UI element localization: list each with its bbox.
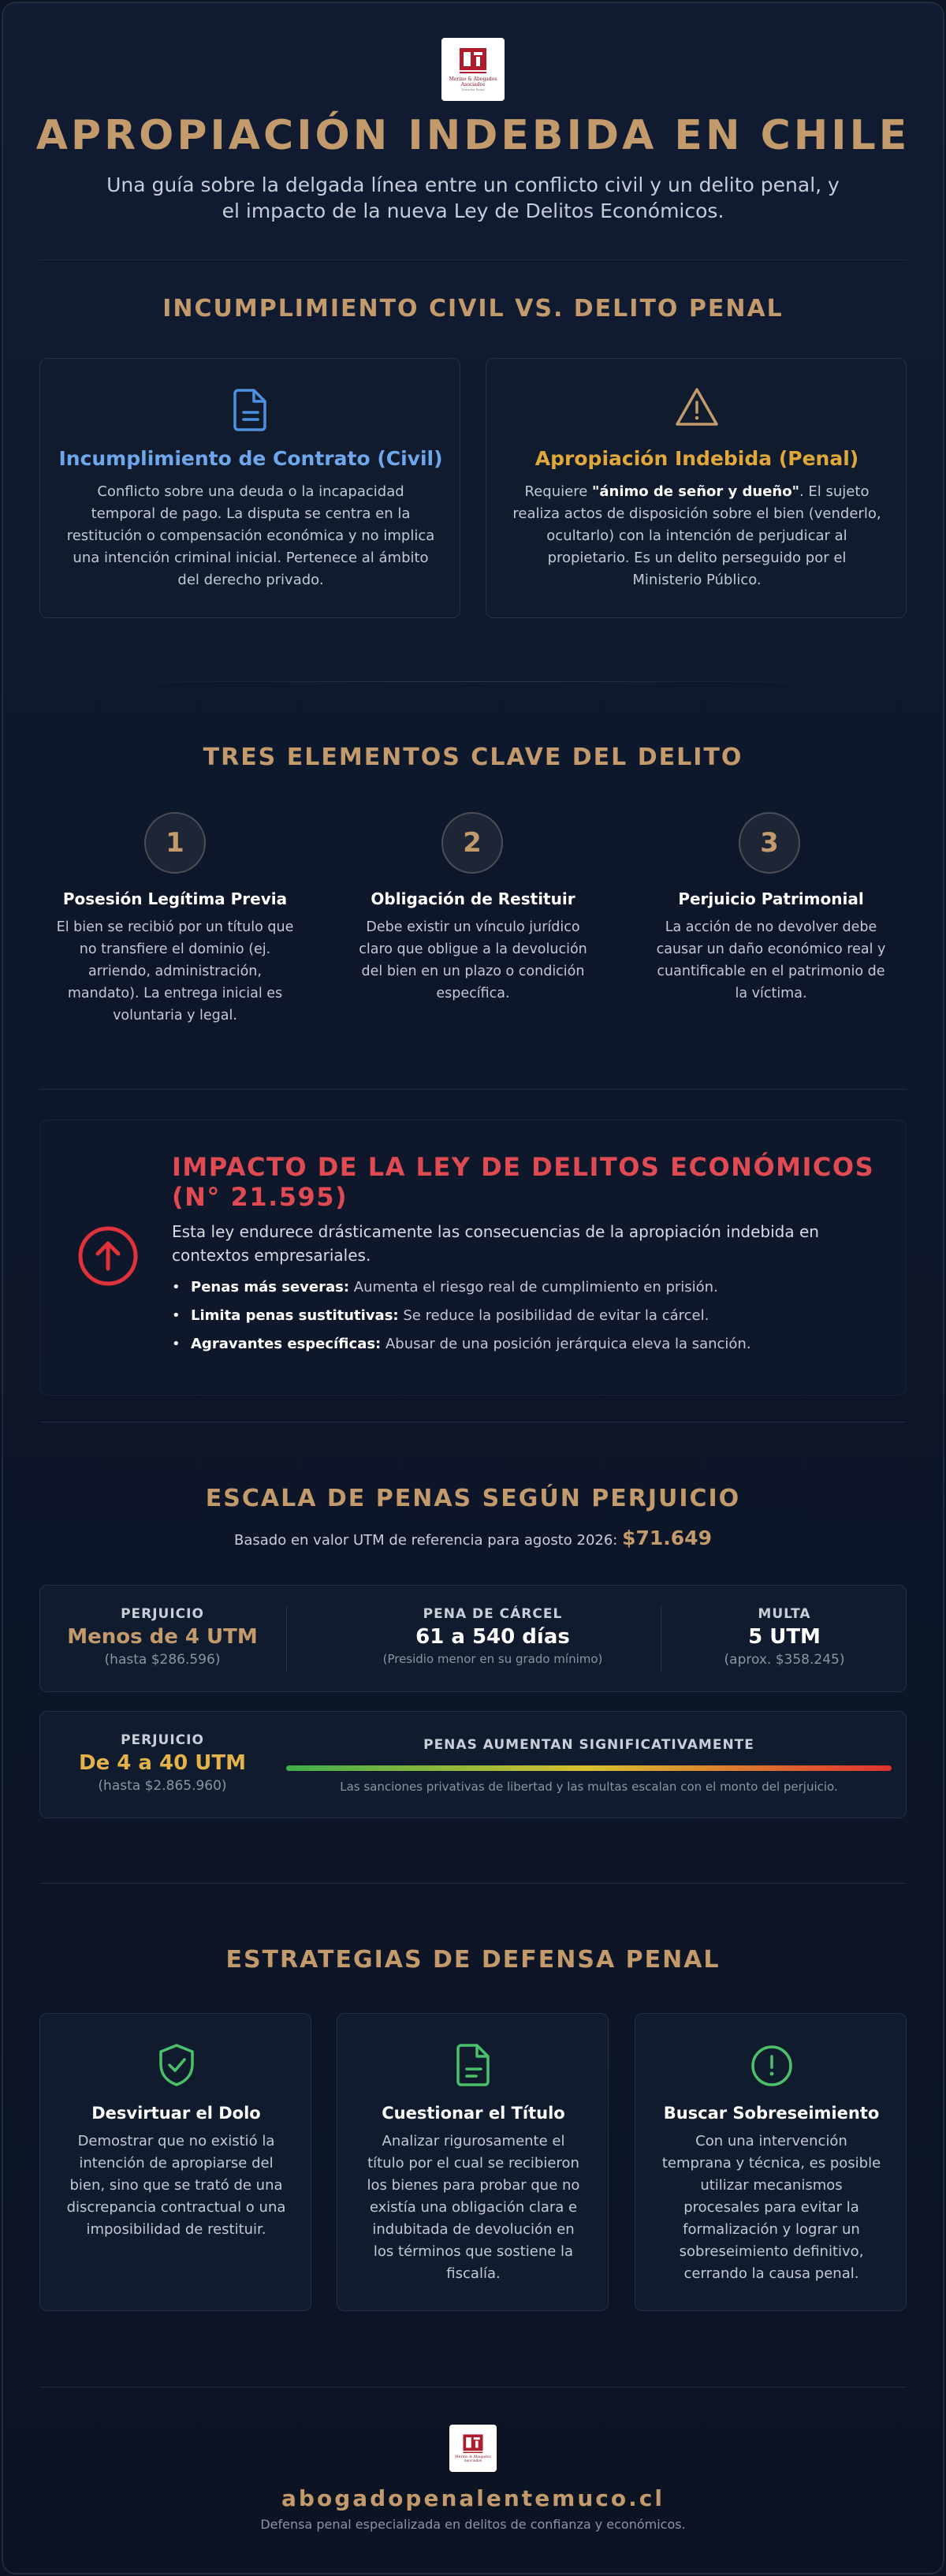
text-line: propietario. Es un delito perseguido por el <box>547 550 847 566</box>
text-line: Ministerio Público. <box>632 572 762 588</box>
perjuicio-label: PERJUICIO <box>121 1732 204 1748</box>
shield-check-icon <box>156 2042 197 2088</box>
perjuicio-label: PERJUICIO <box>121 1606 204 1622</box>
divider <box>39 1883 907 1884</box>
text-line: una intención criminal inicial. Pertenece al ámbito <box>73 550 429 566</box>
carcel-label: PENA DE CÁRCEL <box>423 1606 563 1622</box>
text-line: procesales para evitar la <box>683 2199 859 2216</box>
text-line: arriendo, administración, <box>88 964 262 979</box>
arrow-up-circle-icon <box>76 1225 140 1288</box>
multa-value: 5 UTM <box>748 1625 821 1649</box>
utm-text: Basado en valor UTM de referencia para agosto 2026: <box>234 1532 623 1549</box>
divider <box>39 259 907 260</box>
escalation-gradient-bar <box>286 1765 892 1771</box>
text-line: del bien en un plazo o condición <box>361 964 585 979</box>
text-line: La acción de no devolver debe <box>665 919 877 935</box>
perjuicio-note: (hasta $2.865.960) <box>98 1778 227 1794</box>
penal-card-text <box>486 481 907 591</box>
bullet-bold: Penas más severas: <box>191 1279 350 1295</box>
element-text-3 <box>628 916 914 1005</box>
text-line: Esta ley endurece drásticamente las consecuencias de la apropiación indebida en <box>172 1222 819 1241</box>
animo-highlight: "ánimo de señor y dueño" <box>592 483 799 500</box>
civil-card-text <box>40 481 461 591</box>
text-line: utilizar mecanismos <box>700 2177 843 2194</box>
title-line: (N° 21.595) <box>172 1182 348 1212</box>
strategy-text-2 <box>337 2131 609 2285</box>
impact-text <box>172 1220 881 1267</box>
title-line: IMPACTO DE LA LEY DE DELITOS ECONÓMICOS <box>172 1152 875 1182</box>
step-number-3: 3 <box>739 812 800 874</box>
text-line: existía una obligación clara e <box>369 2199 578 2216</box>
text-line: imposibilidad de restituir. <box>86 2221 266 2238</box>
text-line: Conflicto sobre una deuda o la incapacidad <box>97 483 404 500</box>
text-fragment: . El sujeto <box>799 483 870 500</box>
element-text-2 <box>330 916 616 1005</box>
document-icon <box>232 387 270 431</box>
section-title-elements: TRES ELEMENTOS CLAVE DEL DELITO <box>203 744 743 771</box>
subtitle-line: Una guía sobre la delgada línea entre un conflicto civil y un delito penal, y <box>106 173 840 196</box>
text-line: realiza actos de disposición sobre el bien (venderlo, <box>512 505 881 522</box>
bullet-text: Se reduce la posibilidad de evitar la cárcel. <box>398 1307 710 1324</box>
element-title-1: Posesión Legítima Previa <box>62 889 288 908</box>
escalation-note: Las sanciones privativas de libertad y las multas escalan con el monto del perjuicio. <box>340 1780 838 1794</box>
strategy-text-1 <box>40 2131 312 2241</box>
text-line: fiscalía. <box>446 2265 501 2282</box>
text-line: voluntaria y legal. <box>113 1008 237 1023</box>
footer-tagline: Defensa penal especializada en delitos de confianza y económicos. <box>260 2517 686 2532</box>
section-title-penalties: ESCALA DE PENAS SEGÚN PERJUICIO <box>205 1485 741 1512</box>
text-line: contextos empresariales. <box>172 1246 371 1265</box>
footer-logo-name: Merino & Abogados Asociados <box>455 2455 491 2463</box>
alert-circle-icon <box>750 2044 794 2088</box>
file-text-icon <box>455 2042 493 2088</box>
text-line: Con una intervención <box>695 2133 847 2149</box>
text-line: la víctima. <box>735 986 807 1001</box>
text-line: cerrando la causa penal. <box>683 2265 859 2282</box>
page-title: APROPIACIÓN INDEBIDA EN CHILE <box>35 112 911 159</box>
section-title-strategies: ESTRATEGIAS DE DEFENSA PENAL <box>225 1946 721 1974</box>
penal-card <box>486 358 907 618</box>
subtitle-line: el impacto de la nueva Ley de Delitos Económicos. <box>222 199 724 222</box>
text-line: título por el cual se recibieron <box>367 2155 579 2172</box>
text-line: específica. <box>436 986 510 1001</box>
strategy-card-2 <box>337 2013 609 2311</box>
perjuicio-value: Menos de 4 UTM <box>67 1625 258 1649</box>
warning-icon <box>674 386 720 428</box>
multa-label: MULTA <box>758 1606 811 1622</box>
bullet-text: Abusar de una posición jerárquica eleva la sanción. <box>381 1336 751 1352</box>
text-line: del derecho privado. <box>177 572 324 588</box>
logo-mark-icon <box>461 2433 485 2455</box>
text-line: indubitada de devolución en <box>372 2221 575 2238</box>
penalty-row-1 <box>39 1585 907 1692</box>
impact-bullets <box>172 1273 881 1359</box>
element-text-1 <box>32 916 318 1027</box>
civil-card <box>39 358 460 618</box>
carcel-value: 61 a 540 días <box>415 1625 570 1649</box>
text-line: Demostrar que no existió la <box>77 2133 275 2149</box>
logo <box>441 38 505 101</box>
strategy-title-2: Cuestionar el Título <box>382 2104 565 2123</box>
page-subtitle <box>0 172 946 224</box>
step-number-2: 2 <box>441 812 503 874</box>
perjuicio-note: (hasta $286.596) <box>104 1652 221 1668</box>
text-line: sobreseimiento definitivo, <box>679 2243 864 2260</box>
text-line: discrepancia contractual o una <box>66 2199 286 2216</box>
logo-name: Merino & Abogados Asociados <box>449 76 497 88</box>
carcel-note: (Presidio menor en su grado mínimo) <box>382 1652 603 1666</box>
divider <box>39 2387 907 2388</box>
escalation-headline: PENAS AUMENTAN SIGNIFICATIVAMENTE <box>423 1737 754 1753</box>
list-item <box>172 1273 881 1302</box>
list-item <box>172 1302 881 1330</box>
list-item <box>172 1330 881 1359</box>
element-title-3: Perjuicio Patrimonial <box>678 889 864 908</box>
bullet-bold: Limita penas sustitutivas: <box>191 1307 399 1324</box>
footer-site-link[interactable]: abogadopenalentemuco.cl <box>281 2485 665 2511</box>
penal-card-title: Apropiación Indebida (Penal) <box>534 447 859 470</box>
strategy-title-1: Desvirtuar el Dolo <box>91 2104 261 2123</box>
text-line: intención de apropiarse del <box>79 2155 274 2172</box>
divider <box>95 681 851 682</box>
strategy-text-3 <box>635 2131 907 2285</box>
section-title-comparison: INCUMPLIMIENTO CIVIL VS. DELITO PENAL <box>162 295 784 322</box>
text-line: claro que obligue a la devolución <box>359 941 587 957</box>
text-line: mandato). La entrega inicial es <box>67 986 283 1001</box>
text-line: El bien se recibió por un título que <box>56 919 294 935</box>
text-line: los términos que sostiene la <box>373 2243 574 2260</box>
text-line: ocultarlo) con la intención de perjudicar al <box>546 528 847 544</box>
utm-reference <box>0 1527 946 1549</box>
bullet-bold: Agravantes específicas: <box>191 1336 382 1352</box>
impact-panel <box>39 1120 907 1396</box>
text-line <box>486 481 907 503</box>
bullet-text: Aumenta el riesgo real de cumplimiento en prisión. <box>349 1279 718 1295</box>
text-line: temprana y técnica, es posible <box>661 2155 881 2172</box>
text-line: formalización y lograr un <box>683 2221 860 2238</box>
element-title-2: Obligación de Restituir <box>371 889 575 908</box>
logo-mark-icon <box>457 47 489 76</box>
strategy-title-3: Buscar Sobreseimiento <box>663 2104 880 2123</box>
text-line: Analizar rigurosamente el <box>382 2133 565 2149</box>
step-number-1: 1 <box>144 812 206 874</box>
multa-note: (aprox. $358.245) <box>724 1652 845 1668</box>
text-line: restitución o compensación económica y no implica <box>66 528 435 544</box>
strategy-card-1 <box>39 2013 311 2311</box>
penalty-row-2 <box>39 1711 907 1818</box>
text-line: causar un daño económico real y <box>656 941 886 957</box>
logo-tagline: Derecho Penal <box>461 88 485 91</box>
text-line: temporal de pago. La disputa se centra en la <box>91 505 411 522</box>
perjuicio-value: De 4 a 40 UTM <box>79 1751 246 1775</box>
text-line: cuantificable en el patrimonio de <box>657 964 885 979</box>
divider <box>39 1089 907 1090</box>
text-fragment: Requiere <box>524 483 593 500</box>
text-line: bien, sino que se trató de una <box>69 2177 283 2194</box>
text-line: no transfiere el dominio (ej. <box>79 941 271 957</box>
text-line: los bienes para probar que no <box>367 2177 580 2194</box>
utm-value: $71.649 <box>622 1527 712 1549</box>
text-line: Debe existir un vínculo jurídico <box>366 919 580 935</box>
impact-title <box>172 1152 881 1212</box>
strategy-card-3 <box>635 2013 907 2311</box>
civil-card-title: Incumplimiento de Contrato (Civil) <box>58 447 443 470</box>
footer-logo <box>449 2425 497 2472</box>
